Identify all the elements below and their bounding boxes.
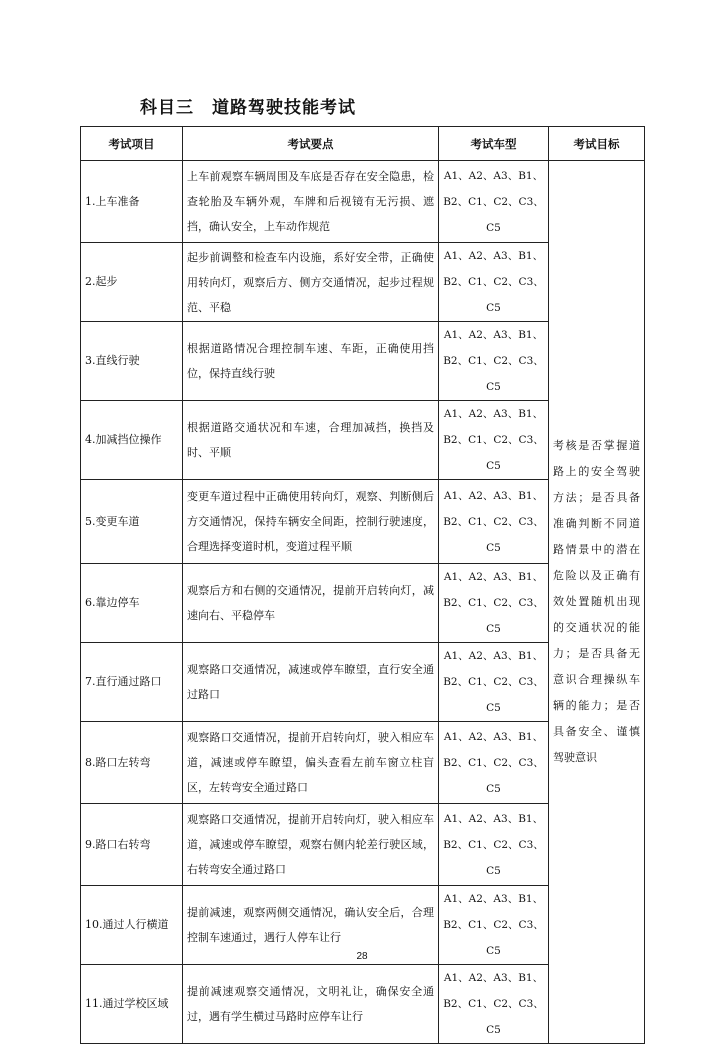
exam-item: 10.通过人行横道 — [81, 886, 183, 965]
exam-points: 变更车道过程中正确使用转向灯，观察、判断侧后方交通情况，保持车辆安全间距，控制行驶速度，合理选择变道时机，变道过程平顺 — [183, 480, 439, 564]
table-row — [81, 161, 645, 243]
vehicle-types: A1、A2、A3、B1、B2、C1、C2、C3、C5 — [439, 722, 549, 804]
exam-points: 观察路口交通情况，减速或停车瞭望，直行安全通过路口 — [183, 643, 439, 722]
exam-points: 观察路口交通情况，提前开启转向灯，驶入相应车道，减速或停车瞭望，观察右侧内轮差行驶区域，右转弯安全通过路口 — [183, 804, 439, 886]
header-vehicle-types: 考试车型 — [439, 127, 549, 161]
exam-item: 1.上车准备 — [81, 161, 183, 243]
exam-points: 提前减速，观察两侧交通情况，确认安全后，合理控制车速通过，遇行人停车让行 — [183, 886, 439, 965]
exam-item: 8.路口左转弯 — [81, 722, 183, 804]
exam-item: 4.加减挡位操作 — [81, 401, 183, 480]
exam-points: 上车前观察车辆周围及车底是否存在安全隐患，检查轮胎及车辆外观，车牌和后视镜有无污损、遮挡，确认安全，上车动作规范 — [183, 161, 439, 243]
header-exam-points: 考试要点 — [183, 127, 439, 161]
exam-points: 根据道路情况合理控制车速、车距，正确使用挡位，保持直线行驶 — [183, 322, 439, 401]
exam-item: 2.起步 — [81, 243, 183, 322]
exam-points: 观察路口交通情况，提前开启转向灯，驶入相应车道，减速或停车瞭望，偏头查看左前车窗立柱盲区，左转弯安全通过路口 — [183, 722, 439, 804]
page-number: 28 — [356, 951, 368, 962]
vehicle-types: A1、A2、A3、B1、B2、C1、C2、C3、C5 — [439, 480, 549, 564]
vehicle-types: A1、A2、A3、B1、B2、C1、C2、C3、C5 — [439, 965, 549, 1044]
exam-item: 11.通过学校区域 — [81, 965, 183, 1044]
exam-goal: 考核是否掌握道路上的安全驾驶方法；是否具备准确判断不同道路情景中的潜在危险以及正确有效处置随机出现的交通状况的能力；是否具备无意识合理操纵车辆的能力；是否具备安全、谨慎驾驶意识 — [549, 161, 645, 1044]
table-header-row — [81, 127, 645, 161]
exam-item: 5.变更车道 — [81, 480, 183, 564]
vehicle-types: A1、A2、A3、B1、B2、C1、C2、C3、C5 — [439, 161, 549, 243]
exam-item: 3.直线行驶 — [81, 322, 183, 401]
vehicle-types: A1、A2、A3、B1、B2、C1、C2、C3、C5 — [439, 643, 549, 722]
vehicle-types: A1、A2、A3、B1、B2、C1、C2、C3、C5 — [439, 564, 549, 643]
exam-item: 6.靠边停车 — [81, 564, 183, 643]
header-exam-goal: 考试目标 — [549, 127, 645, 161]
exam-item: 9.路口右转弯 — [81, 804, 183, 886]
exam-points: 提前减速观察交通情况，文明礼让，确保安全通过，遇有学生横过马路时应停车让行 — [183, 965, 439, 1044]
vehicle-types: A1、A2、A3、B1、B2、C1、C2、C3、C5 — [439, 886, 549, 965]
vehicle-types: A1、A2、A3、B1、B2、C1、C2、C3、C5 — [439, 322, 549, 401]
vehicle-types: A1、A2、A3、B1、B2、C1、C2、C3、C5 — [439, 243, 549, 322]
page-title: 科目三 道路驾驶技能考试 — [140, 98, 356, 118]
exam-points: 根据道路交通状况和车速，合理加减挡，换挡及时、平顺 — [183, 401, 439, 480]
exam-points: 观察后方和右侧的交通情况，提前开启转向灯，减速向右、平稳停车 — [183, 564, 439, 643]
header-exam-item: 考试项目 — [81, 127, 183, 161]
exam-item: 7.直行通过路口 — [81, 643, 183, 722]
vehicle-types: A1、A2、A3、B1、B2、C1、C2、C3、C5 — [439, 401, 549, 480]
exam-table — [80, 126, 645, 1044]
vehicle-types: A1、A2、A3、B1、B2、C1、C2、C3、C5 — [439, 804, 549, 886]
exam-points: 起步前调整和检查车内设施，系好安全带，正确使用转向灯，观察后方、侧方交通情况，起步过程规范、平稳 — [183, 243, 439, 322]
